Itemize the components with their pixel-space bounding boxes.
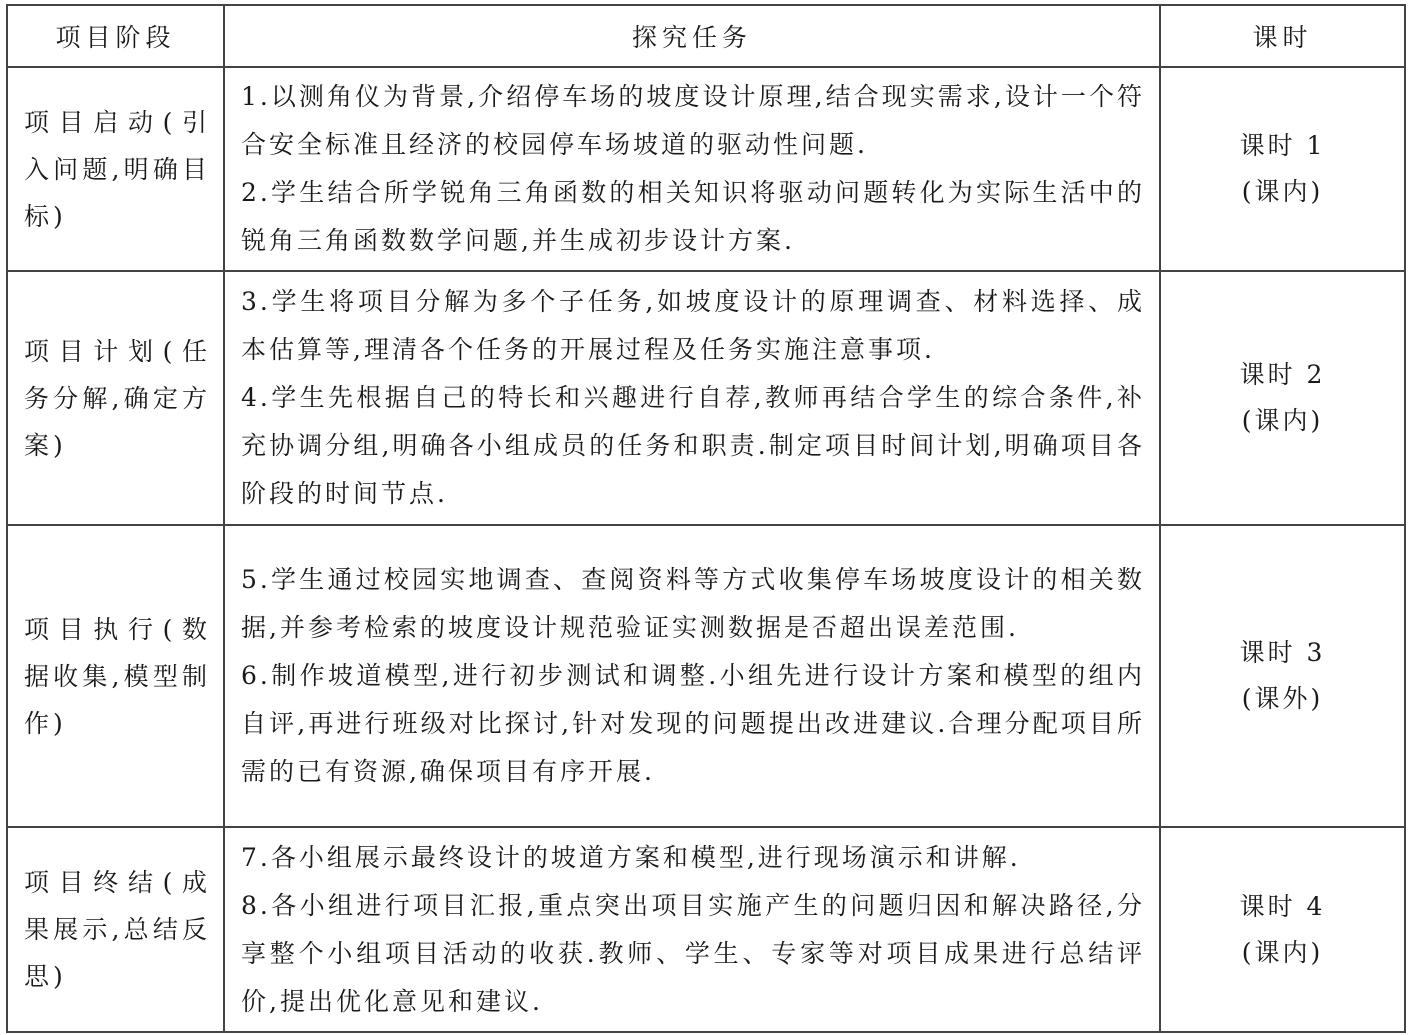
header-tasks: 探究任务: [224, 5, 1160, 67]
tasks-cell: [224, 525, 1160, 827]
phase-cell: 项目终结(成果展示,总结反思): [7, 827, 224, 1032]
hour-place: (课外): [1241, 684, 1324, 713]
task-item: 4.学生先根据自己的特长和兴趣进行自荐,教师再结合学生的综合条件,补充协调分组,明确各小组成员的任务和职责.制定项目时间计划,明确项目各阶段的时间节点.: [241, 383, 1145, 508]
task-item: 2.学生结合所学锐角三角函数的相关知识将驱动问题转化为实际生活中的锐角三角函数数学问题,并生成初步设计方案.: [241, 178, 1145, 255]
hours-cell: [1160, 67, 1405, 271]
task-item: 3.学生将项目分解为多个子任务,如坡度设计的原理调查、材料选择、成本估算等,理清各个任务的开展过程及任务实施注意事项.: [241, 287, 1145, 364]
header-hours: 课时: [1160, 5, 1405, 67]
phase-cell: 项目执行(数据收集,模型制作): [7, 525, 224, 827]
phase-cell: 项目启动(引入问题,明确目标): [7, 67, 224, 271]
hour-label: 课时 3: [1239, 638, 1326, 667]
task-item: 5.学生通过校园实地调查、查阅资料等方式收集停车场坡度设计的相关数据,并参考检索的坡度设计规范验证实测数据是否超出误差范围.: [241, 565, 1145, 642]
table-row: [7, 827, 1405, 1032]
task-item: 8.各小组进行项目汇报,重点突出项目实施产生的问题归因和解决路径,分享整个小组项目活动的收获.教师、学生、专家等对项目成果进行总结评价,提出优化意见和建议.: [241, 890, 1145, 1016]
project-plan-table-frame: [6, 4, 1404, 1031]
tasks-cell: [224, 827, 1160, 1032]
hour-label: 课时 4: [1239, 891, 1326, 921]
task-item: 7.各小组展示最终设计的坡道方案和模型,进行现场演示和讲解.: [241, 842, 1021, 872]
hours-cell: [1160, 271, 1405, 525]
table-row: [7, 525, 1405, 827]
hour-label: 课时 1: [1239, 131, 1326, 160]
tasks-cell: [224, 67, 1160, 271]
task-item: 6.制作坡道模型,进行初步测试和调整.小组先进行设计方案和模型的组内自评,再进行班级对比探讨,针对发现的问题提出改进建议.合理分配项目所需的已有资源,确保项目有序开展.: [241, 661, 1145, 786]
hour-place: (课内): [1241, 177, 1324, 206]
task-item: 1.以测角仪为背景,介绍停车场的坡度设计原理,结合现实需求,设计一个符合安全标准且经济的校园停车场坡道的驱动性问题.: [241, 82, 1145, 159]
project-plan-table: [6, 4, 1406, 1033]
tasks-cell: [224, 271, 1160, 525]
header-phase: 项目阶段: [7, 5, 224, 67]
hour-label: 课时 2: [1239, 360, 1326, 389]
hour-place: (课内): [1241, 406, 1324, 435]
table-header-row: [7, 5, 1405, 67]
hours-cell: [1160, 827, 1405, 1032]
table-row: [7, 271, 1405, 525]
hours-cell: [1160, 525, 1405, 827]
table-row: [7, 67, 1405, 271]
hour-place: (课内): [1241, 937, 1324, 967]
phase-cell: 项目计划(任务分解,确定方案): [7, 271, 224, 525]
